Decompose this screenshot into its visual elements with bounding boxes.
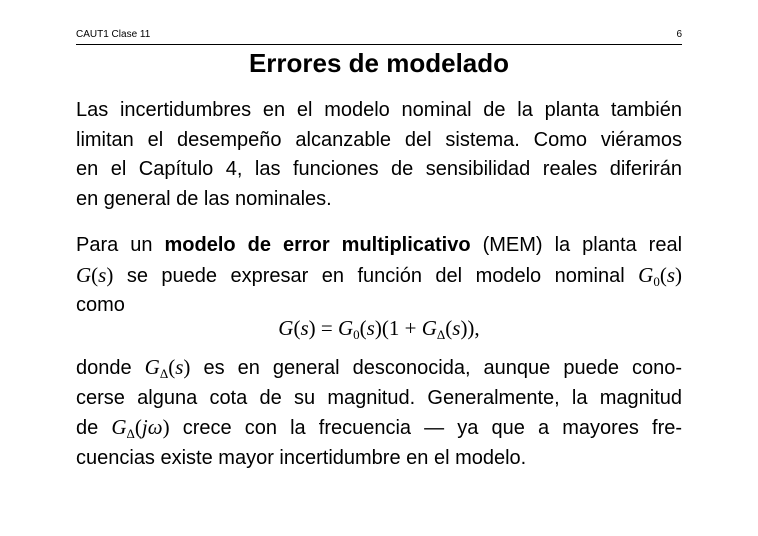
mem-equation: $G(s) = G_0(s)(1 + G_\Delta(s))$, [278,316,480,342]
paragraph-uncertainty [76,96,682,214]
paragraph-line: Para un modelo de error multiplicativo (MEM) la planta real [76,234,683,256]
slide-title: Errores de modelado [248,48,510,78]
math-G0-s: $G_0(s)$ [638,262,682,289]
paragraph-mem [76,231,682,321]
page-number: 6 [676,29,682,40]
paragraph-line: limitan el desempeño alcanzable del sistema. Como viéramos [76,128,682,151]
paragraph-line: G(s) se puede expresar en función del modelo nominal $G_0(s)$ [76,262,682,289]
paragraph-line: donde $G_\Delta(s)$ es en general desconocida, aunque puede cono- [76,355,683,381]
header-rule [76,44,682,45]
paragraph-line: cerse alguna cota de su magnitud. Generalmente, la magnitud [76,386,682,409]
math-G-s: G(s) [76,262,114,287]
paragraph-line: en general de las nominales. [76,187,332,210]
paragraph-line: de $G_\Delta(j\omega)$ crece con la frecuencia — ya que a mayores fre- [76,415,683,441]
math-Gdelta-jw: $G_\Delta(j\omega)$ [111,415,170,441]
slide-header [76,29,682,43]
math-Gdelta-s: $G_\Delta(s)$ [144,355,191,381]
course-label: CAUT1 Clase 11 [76,29,151,40]
paragraph-line: como [76,294,125,316]
paragraph-line: en el Capítulo 4, las funciones de sensibilidad reales diferirán [76,158,682,180]
paragraph-line: Las incertidumbres en el modelo nominal de la planta también [76,99,682,121]
paragraph-line: cuencias existe mayor incertidumbre en el modelo. [76,446,527,469]
mem-term: modelo de error multiplicativo [164,234,471,256]
paragraph-unknown [76,353,682,473]
